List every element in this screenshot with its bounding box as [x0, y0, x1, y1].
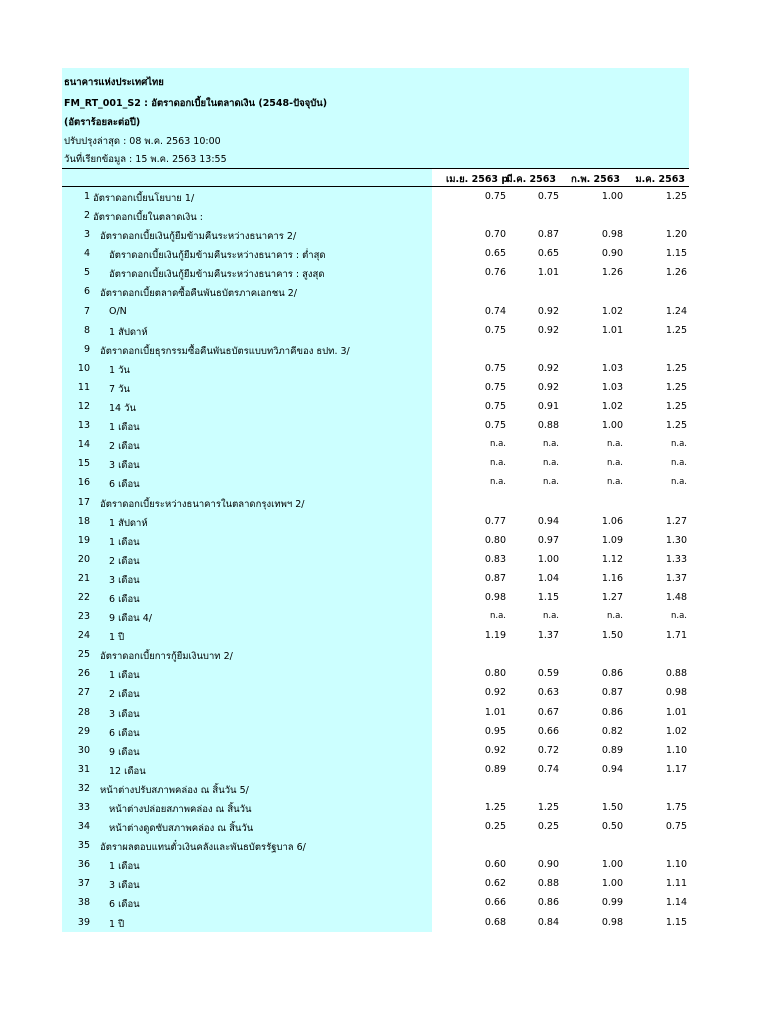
- row-label-cell: [62, 798, 432, 817]
- value-cell: 0.63: [537, 687, 559, 699]
- row-label-cell: [62, 703, 432, 722]
- row-label: 1 สัปดาห์: [109, 517, 148, 529]
- value-cell: 0.75: [537, 191, 559, 202]
- row-label: อัตราดอกเบี้ยนโยบาย 1/: [93, 193, 195, 204]
- row-label-cell: [62, 321, 432, 340]
- value-cell: 0.60: [484, 859, 506, 871]
- row-label-cell: [62, 741, 432, 760]
- value-cell: 0.92: [537, 381, 559, 393]
- table-row: [62, 741, 689, 760]
- row-label: อัตราดอกเบี้ยธุรกรรมซื้อคืนพันธบัตรแบบทวิภาคีของ ธปท. 3/: [100, 345, 350, 357]
- row-label-cell: [62, 244, 432, 263]
- value-cell: 0.67: [537, 706, 559, 718]
- report-header: [62, 68, 689, 168]
- table-row: [62, 798, 689, 817]
- row-label-cell: [62, 302, 432, 321]
- row-label-cell: [62, 454, 432, 473]
- table-row: [62, 493, 689, 512]
- row-number: 16: [77, 477, 90, 489]
- row-label-cell: [62, 187, 432, 206]
- value-cell: 1.00: [601, 859, 623, 871]
- table-row: [62, 359, 689, 378]
- value-cell: 0.62: [484, 878, 506, 890]
- value-cell: n.a.: [607, 477, 623, 488]
- value-cell: n.a.: [490, 611, 506, 622]
- row-label-cell: [62, 913, 432, 932]
- table-row: [62, 244, 689, 263]
- row-number: 1: [83, 191, 90, 202]
- value-cell: 0.66: [537, 725, 559, 737]
- value-cell: 0.87: [601, 687, 623, 699]
- row-label: อัตราผลตอบแทนตั๋วเงินคลังและพันธบัตรรัฐบาล 6/: [100, 842, 306, 854]
- row-label: หน้าต่างปรับสภาพคล่อง ณ สิ้นวัน 5/: [100, 784, 249, 796]
- value-cell: 1.25: [665, 324, 687, 336]
- value-cell: 1.27: [601, 591, 623, 603]
- value-cell: 1.33: [665, 553, 687, 565]
- table-row: [62, 435, 689, 454]
- value-cell: 1.01: [601, 324, 623, 336]
- value-cell: 1.37: [537, 630, 559, 642]
- table-row: [62, 187, 689, 206]
- value-cell: n.a.: [490, 439, 506, 450]
- updated-date: ปรับปรุงล่าสุด : 08 พ.ค. 2563 10:00: [64, 136, 221, 147]
- value-cell: 1.15: [665, 248, 687, 260]
- row-number: 11: [77, 381, 90, 393]
- value-cell: 0.98: [484, 591, 506, 603]
- value-cell: 1.25: [665, 420, 687, 432]
- value-cell: 1.26: [601, 267, 623, 279]
- value-cell: 0.84: [537, 916, 559, 928]
- row-label: 1 วัน: [109, 364, 130, 376]
- row-number: 15: [77, 458, 90, 470]
- table-row: [62, 416, 689, 435]
- value-cell: 0.83: [484, 553, 506, 565]
- row-number: 36: [77, 859, 90, 871]
- value-cell: 1.26: [665, 267, 687, 279]
- row-label: อัตราดอกเบี้ยในตลาดเงิน :: [93, 212, 204, 224]
- value-cell: 0.68: [484, 916, 506, 928]
- value-cell: 1.06: [601, 515, 623, 527]
- value-cell: 0.77: [484, 515, 506, 527]
- value-cell: 0.75: [484, 420, 506, 432]
- row-number: 35: [77, 840, 90, 852]
- table-row: [62, 760, 689, 779]
- value-cell: n.a.: [490, 477, 506, 488]
- value-cell: 0.92: [537, 324, 559, 336]
- row-label: 3 เดือน: [109, 708, 140, 720]
- table-row: [62, 321, 689, 340]
- row-number: 29: [77, 725, 90, 737]
- table-row: [62, 874, 689, 893]
- value-cell: 0.25: [484, 821, 506, 833]
- column-header-feb-2563: ก.พ. 2563: [571, 174, 620, 185]
- table-row: [62, 397, 689, 416]
- column-header-jan-2563: ม.ค. 2563: [635, 174, 685, 185]
- row-label-cell: [62, 416, 432, 435]
- row-label: 1 ปี: [109, 632, 125, 644]
- row-label: 1 ปี: [109, 918, 125, 930]
- row-label-cell: [62, 722, 432, 741]
- table-row: [62, 817, 689, 836]
- row-label: อัตราดอกเบี้ยเงินกู้ยืมข้ามคืนระหว่างธนาคาร 2/: [100, 231, 297, 243]
- value-cell: 1.09: [601, 534, 623, 546]
- value-cell: 1.10: [665, 859, 687, 871]
- row-label: อัตราดอกเบี้ยเงินกู้ยืมข้ามคืนระหว่างธนาคาร : ต่ำสุด: [109, 250, 326, 262]
- row-number: 14: [77, 439, 90, 451]
- value-cell: 0.25: [537, 821, 559, 833]
- value-cell: n.a.: [607, 439, 623, 450]
- row-label-cell: [62, 779, 432, 798]
- row-label: หน้าต่างปล่อยสภาพคล่อง ณ สิ้นวัน: [109, 804, 252, 815]
- value-cell: 1.30: [665, 534, 687, 546]
- row-number: 27: [77, 687, 90, 699]
- value-cell: 0.86: [601, 668, 623, 680]
- row-label-cell: [62, 359, 432, 378]
- value-cell: 1.11: [665, 878, 687, 890]
- row-label: 6 เดือน: [109, 727, 140, 739]
- value-cell: 1.15: [665, 916, 687, 928]
- row-label: อัตราดอกเบี้ยเงินกู้ยืมข้ามคืนระหว่างธนาคาร : สูงสุด: [109, 269, 325, 281]
- value-cell: n.a.: [671, 477, 687, 488]
- row-number: 17: [77, 496, 90, 508]
- row-number: 33: [77, 802, 90, 813]
- value-cell: 1.01: [665, 706, 687, 718]
- row-label: 12 เดือน: [109, 765, 146, 777]
- table-row: [62, 855, 689, 874]
- value-cell: 0.75: [665, 821, 687, 833]
- report-title: FM_RT_001_S2 : อัตราดอกเบี้ยในตลาดเงิน (2548-ปัจจุบัน): [64, 98, 328, 109]
- table-row: [62, 626, 689, 645]
- value-cell: 1.00: [601, 878, 623, 890]
- value-cell: 0.50: [601, 821, 623, 833]
- table-row: [62, 893, 689, 912]
- value-cell: 0.88: [537, 878, 559, 890]
- row-label: หน้าต่างดูดซับสภาพคล่อง ณ สิ้นวัน: [109, 823, 254, 835]
- value-cell: 0.91: [537, 401, 559, 413]
- value-cell: 1.37: [665, 572, 687, 584]
- value-cell: 0.65: [537, 248, 559, 260]
- value-cell: n.a.: [671, 611, 687, 622]
- table-row: [62, 607, 689, 626]
- value-cell: 1.75: [665, 802, 687, 813]
- value-cell: 1.71: [665, 630, 687, 642]
- value-cell: 1.24: [665, 305, 687, 317]
- value-cell: 1.25: [665, 381, 687, 393]
- row-label-cell: [62, 893, 432, 912]
- value-cell: 0.86: [537, 897, 559, 909]
- row-label: 6 เดือน: [109, 899, 140, 911]
- table-row: [62, 683, 689, 702]
- value-cell: 1.01: [537, 267, 559, 279]
- value-cell: 1.00: [537, 553, 559, 565]
- value-cell: 0.90: [601, 248, 623, 260]
- table-row: [62, 206, 689, 225]
- value-cell: 0.98: [601, 916, 623, 928]
- table-row: [62, 836, 689, 855]
- value-cell: 0.92: [484, 687, 506, 699]
- value-cell: n.a.: [671, 458, 687, 469]
- row-number: 5: [83, 267, 90, 279]
- value-cell: 0.66: [484, 897, 506, 909]
- row-number: 28: [77, 706, 90, 718]
- row-number: 10: [77, 362, 90, 374]
- row-number: 34: [77, 821, 90, 833]
- row-label-cell: [62, 760, 432, 779]
- table-row: [62, 645, 689, 664]
- bank-name: ธนาคารแห่งประเทศไทย: [64, 77, 164, 88]
- row-label-cell: [62, 664, 432, 683]
- row-number: 20: [77, 553, 90, 565]
- row-label-cell: [62, 435, 432, 454]
- value-cell: 1.04: [537, 572, 559, 584]
- row-label-cell: [62, 225, 432, 244]
- row-label: 9 เดือน 4/: [109, 613, 152, 625]
- row-label-cell: [62, 683, 432, 702]
- value-cell: 0.88: [665, 668, 687, 680]
- value-cell: 0.98: [601, 229, 623, 241]
- table-row: [62, 282, 689, 301]
- row-label: 1 สัปดาห์: [109, 326, 148, 338]
- value-cell: 0.75: [484, 401, 506, 413]
- row-label: 2 เดือน: [109, 555, 140, 567]
- value-cell: 1.19: [484, 630, 506, 642]
- row-label-cell: [62, 282, 432, 301]
- value-cell: 0.59: [537, 668, 559, 680]
- value-cell: n.a.: [543, 439, 559, 450]
- row-number: 22: [77, 591, 90, 603]
- value-cell: 0.72: [537, 744, 559, 756]
- value-cell: 1.27: [665, 515, 687, 527]
- value-cell: 0.74: [537, 763, 559, 775]
- value-cell: 1.00: [601, 420, 623, 432]
- value-cell: 0.94: [537, 515, 559, 527]
- row-label-cell: [62, 817, 432, 836]
- table-row: [62, 263, 689, 282]
- row-number: 3: [83, 229, 90, 241]
- value-cell: 0.75: [484, 191, 506, 202]
- row-label-cell: [62, 588, 432, 607]
- table-row: [62, 512, 689, 531]
- row-number: 23: [77, 611, 90, 623]
- value-cell: 1.10: [665, 744, 687, 756]
- table-row: [62, 531, 689, 550]
- value-cell: 1.25: [665, 362, 687, 374]
- value-cell: 1.16: [601, 572, 623, 584]
- row-number: 12: [77, 401, 90, 413]
- value-cell: 1.50: [601, 802, 623, 813]
- row-label: 3 เดือน: [109, 574, 140, 586]
- value-cell: 0.87: [484, 572, 506, 584]
- row-label: อัตราดอกเบี้ยการกู้ยืมเงินบาท 2/: [100, 651, 233, 663]
- row-label-cell: [62, 512, 432, 531]
- row-number: 31: [77, 763, 90, 775]
- value-cell: 0.92: [537, 305, 559, 317]
- row-label-cell: [62, 645, 432, 664]
- value-cell: 0.65: [484, 248, 506, 260]
- value-cell: 0.75: [484, 362, 506, 374]
- value-cell: 0.87: [537, 229, 559, 241]
- value-cell: 1.03: [601, 381, 623, 393]
- row-label-cell: [62, 569, 432, 588]
- value-cell: 1.00: [601, 191, 623, 202]
- table-row: [62, 779, 689, 798]
- table-row: [62, 569, 689, 588]
- row-number: 37: [77, 878, 90, 890]
- spreadsheet: [62, 68, 689, 930]
- table-row: [62, 378, 689, 397]
- row-label-cell: [62, 493, 432, 512]
- row-number: 18: [77, 515, 90, 527]
- value-cell: 1.02: [601, 305, 623, 317]
- row-number: 7: [83, 305, 90, 317]
- row-label-cell: [62, 626, 432, 645]
- value-cell: n.a.: [607, 611, 623, 622]
- row-label-cell: [62, 340, 432, 359]
- value-cell: n.a.: [543, 458, 559, 469]
- table-row: [62, 703, 689, 722]
- row-label-cell: [62, 550, 432, 569]
- value-cell: n.a.: [543, 611, 559, 622]
- column-header-label-cell: [62, 169, 432, 186]
- row-label-cell: [62, 263, 432, 282]
- value-cell: 1.25: [665, 401, 687, 413]
- row-number: 19: [77, 534, 90, 546]
- row-label-cell: [62, 206, 432, 225]
- row-label: 1 เดือน: [109, 536, 140, 548]
- row-number: 4: [83, 248, 90, 260]
- table-row: [62, 302, 689, 321]
- value-cell: 0.89: [601, 744, 623, 756]
- value-cell: 1.50: [601, 630, 623, 642]
- row-number: 24: [77, 630, 90, 642]
- row-label: อัตราดอกเบี้ยตลาดซื้อคืนพันธบัตรภาคเอกชน 2/: [100, 288, 297, 300]
- value-cell: 0.90: [537, 859, 559, 871]
- row-label: 2 เดือน: [109, 441, 140, 453]
- row-label: O/N: [109, 305, 127, 317]
- row-number: 38: [77, 897, 90, 909]
- value-cell: 0.88: [537, 420, 559, 432]
- row-number: 2: [83, 210, 90, 222]
- table-row: [62, 588, 689, 607]
- table-row: [62, 454, 689, 473]
- value-cell: 0.95: [484, 725, 506, 737]
- row-number: 13: [77, 420, 90, 432]
- table-row: [62, 722, 689, 741]
- value-cell: 1.02: [665, 725, 687, 737]
- column-header-apr-2563: เม.ย. 2563 p: [446, 174, 509, 185]
- row-number: 32: [77, 782, 90, 794]
- value-cell: 1.25: [537, 802, 559, 813]
- retrieved-date: วันที่เรียกข้อมูล : 15 พ.ค. 2563 13:55: [64, 154, 227, 165]
- row-label: 9 เดือน: [109, 746, 140, 758]
- value-cell: 0.70: [484, 229, 506, 241]
- row-label: 1 เดือน: [109, 422, 140, 434]
- value-cell: 0.99: [601, 897, 623, 909]
- row-label: 1 เดือน: [109, 670, 140, 682]
- row-number: 21: [77, 572, 90, 584]
- value-cell: 0.74: [484, 305, 506, 317]
- row-number: 6: [83, 286, 90, 298]
- table-row: [62, 225, 689, 244]
- row-number: 25: [77, 649, 90, 661]
- column-header-mar-2563: มี.ค. 2563: [506, 174, 556, 185]
- row-label: 6 เดือน: [109, 479, 140, 491]
- value-cell: 0.98: [665, 687, 687, 699]
- report-unit: (อัตราร้อยละต่อปี): [64, 117, 141, 128]
- row-label-cell: [62, 855, 432, 874]
- value-cell: 0.94: [601, 763, 623, 775]
- value-cell: 0.75: [484, 381, 506, 393]
- row-label-cell: [62, 397, 432, 416]
- table-row: [62, 664, 689, 683]
- value-cell: 1.03: [601, 362, 623, 374]
- value-cell: 1.14: [665, 897, 687, 909]
- value-cell: 0.76: [484, 267, 506, 279]
- value-cell: 0.86: [601, 706, 623, 718]
- row-label-cell: [62, 874, 432, 893]
- row-label-cell: [62, 836, 432, 855]
- value-cell: 1.01: [484, 706, 506, 718]
- value-cell: 1.15: [537, 591, 559, 603]
- value-cell: 1.12: [601, 553, 623, 565]
- column-header-row: [62, 169, 689, 186]
- value-cell: 0.82: [601, 725, 623, 737]
- row-number: 39: [77, 916, 90, 928]
- data-rows: [62, 187, 689, 932]
- row-number: 30: [77, 744, 90, 756]
- row-label: 6 เดือน: [109, 593, 140, 605]
- value-cell: 0.75: [484, 324, 506, 336]
- value-cell: n.a.: [490, 458, 506, 469]
- row-label: 1 เดือน: [109, 861, 140, 873]
- value-cell: 1.20: [665, 229, 687, 241]
- value-cell: 0.97: [537, 534, 559, 546]
- table-row: [62, 913, 689, 932]
- row-label: 14 วัน: [109, 403, 136, 415]
- value-cell: 1.48: [665, 591, 687, 603]
- row-number: 8: [83, 324, 90, 336]
- table-row: [62, 473, 689, 492]
- value-cell: 0.92: [484, 744, 506, 756]
- value-cell: 1.25: [484, 802, 506, 813]
- value-cell: 0.89: [484, 763, 506, 775]
- value-cell: 1.17: [665, 763, 687, 775]
- value-cell: 1.02: [601, 401, 623, 413]
- value-cell: 0.80: [484, 668, 506, 680]
- value-cell: n.a.: [671, 439, 687, 450]
- row-number: 26: [77, 668, 90, 680]
- row-label: 3 เดือน: [109, 460, 140, 472]
- table-row: [62, 340, 689, 359]
- value-cell: n.a.: [607, 458, 623, 469]
- row-number: 9: [83, 343, 90, 355]
- row-label: อัตราดอกเบี้ยระหว่างธนาคารในตลาดกรุงเทพฯ 2/: [100, 498, 305, 510]
- row-label: 3 เดือน: [109, 880, 140, 892]
- row-label-cell: [62, 531, 432, 550]
- value-cell: 0.80: [484, 534, 506, 546]
- row-label-cell: [62, 378, 432, 397]
- value-cell: 1.25: [665, 191, 687, 202]
- table-row: [62, 550, 689, 569]
- row-label-cell: [62, 607, 432, 626]
- value-cell: 0.92: [537, 362, 559, 374]
- row-label-cell: [62, 473, 432, 492]
- row-label: 2 เดือน: [109, 689, 140, 701]
- value-cell: n.a.: [543, 477, 559, 488]
- row-label: 7 วัน: [109, 383, 130, 395]
